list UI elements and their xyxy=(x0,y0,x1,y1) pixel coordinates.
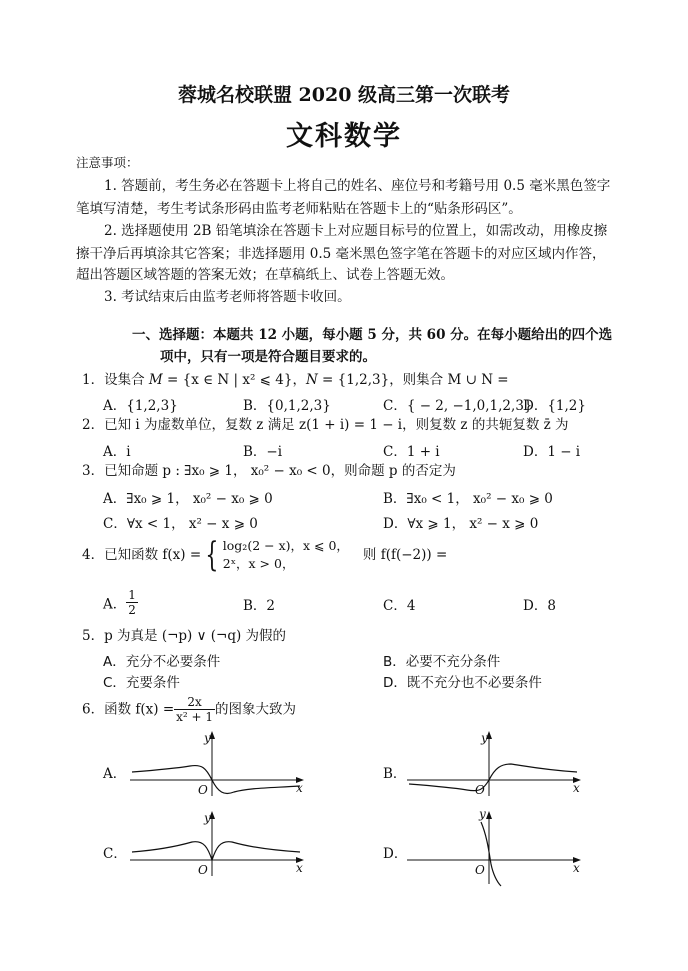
q4-option-b[interactable]: B．2 xyxy=(243,598,276,614)
curve xyxy=(132,842,300,860)
q1-option-c[interactable]: C．{ − 2, −1,0,1,2,3} xyxy=(383,398,533,414)
y-label: y xyxy=(204,811,211,825)
q4-option-a-label: A． xyxy=(103,596,127,613)
q1-option-a[interactable]: A．{1,2,3} xyxy=(103,398,178,414)
q6-stem xyxy=(82,695,296,724)
q2-option-a[interactable]: A．i xyxy=(103,444,131,460)
q1-number: 1． xyxy=(82,372,105,388)
note-2-line-2: 擦干净后再填涂其它答案；非选择题用 0.5 毫米黑色签字笔在答题卡的对应区域内作答， xyxy=(76,246,606,262)
q6-stem-a: 函数 f(x) = xyxy=(104,701,175,718)
q4-option-a-fraction xyxy=(126,588,138,617)
q1-comma: ， xyxy=(292,372,306,388)
q3-stem xyxy=(82,460,456,482)
y-label: y xyxy=(479,808,486,821)
q4-option-a[interactable] xyxy=(103,588,138,617)
note-1-line-1: 1. 答题前，考生务必在答题卡上将自己的姓名、座位号和考籍号用 0.5 毫米黑色签字 xyxy=(104,178,611,194)
q3-option-b[interactable]: B．∃x₀ < 1， x₀² − x₀ ⩾ 0 xyxy=(383,491,553,507)
q2-number: 2． xyxy=(82,417,105,433)
q6-option-b[interactable]: B． xyxy=(383,766,407,782)
q5-option-a[interactable]: A．充分不必要条件 xyxy=(103,654,221,670)
q5-number: 5． xyxy=(82,628,105,644)
y-label: y xyxy=(481,731,488,745)
section-heading-line-1: 一、选择题：本题共 12 小题，每小题 5 分，共 60 分。在每小题给出的四个选 xyxy=(132,327,613,343)
q6-fraction-denominator: x² + 1 xyxy=(176,710,214,724)
q4-stem xyxy=(82,537,447,573)
q1-stem-b: ，则集合 xyxy=(389,372,448,388)
q4-case-1: log₂(2 − x)，x ⩽ 0， xyxy=(222,538,349,553)
q2-stem-text: 已知 i 为虚数单位，复数 z 满足 z(1 + i) = 1 − i，则复数 z 的共轭复数 z̄ 为 xyxy=(104,417,569,433)
curve xyxy=(409,764,577,791)
q3-number: 3． xyxy=(82,463,105,479)
q5-option-b[interactable]: B．必要不充分条件 xyxy=(383,654,501,670)
q4-stem-a: 已知函数 f(x) = xyxy=(104,547,202,563)
x-label: x xyxy=(296,781,303,795)
q1-stem-a: 设集合 xyxy=(104,372,149,388)
q1-option-b[interactable]: B．{0,1,2,3} xyxy=(243,398,331,414)
q1-union: M ∪ N = xyxy=(447,372,509,388)
section-heading-line-2: 项中，只有一项是符合题目要求的。 xyxy=(160,349,376,365)
note-2-line-3: 超出答题区域答题的答案无效；在草稿纸上、试卷上答题无效。 xyxy=(76,267,454,283)
subject-title: 文科数学 xyxy=(286,121,402,152)
q4-fraction-numerator: 1 xyxy=(128,588,136,602)
q6-graph-a[interactable] xyxy=(128,728,308,798)
q6-fraction-numerator: 2x xyxy=(174,695,215,710)
q2-stem xyxy=(82,414,569,436)
q6-number: 6． xyxy=(82,701,105,718)
note-3: 3. 考试结束后由监考老师将答题卡收回。 xyxy=(104,289,351,305)
q3-option-c[interactable]: C．∀x < 1， x² − x ⩾ 0 xyxy=(103,516,258,532)
notes-heading: 注意事项： xyxy=(76,155,139,170)
x-label: x xyxy=(573,781,580,795)
q5-stem xyxy=(82,625,286,647)
y-axis-arrow xyxy=(486,811,492,819)
q1-set-m: = {x ∈ N | x² ⩽ 4} xyxy=(162,372,293,388)
q5-option-c[interactable]: C．充要条件 xyxy=(103,675,180,691)
note-1-line-2: 笔填写清楚，考生考试条形码由监考老师粘贴在答题卡上的“贴条形码区”。 xyxy=(76,201,522,217)
q1-set-m-name: M xyxy=(148,372,163,388)
q2-option-c[interactable]: C．1 + i xyxy=(383,444,440,460)
q3-option-d[interactable]: D．∀x ⩾ 1， x² − x ⩾ 0 xyxy=(383,516,539,532)
q6-option-a[interactable]: A． xyxy=(103,766,127,782)
q4-fraction-denominator: 2 xyxy=(128,603,136,617)
note-2-line-1: 2. 选择题使用 2B 铅笔填涂在答题卡上对应题目标号的位置上，如需改动，用橡皮擦 xyxy=(104,223,608,239)
origin-label: O xyxy=(198,783,208,797)
q6-graph-d[interactable] xyxy=(405,808,585,888)
q4-cases xyxy=(223,537,349,573)
x-label: x xyxy=(573,861,580,875)
origin-label: O xyxy=(475,863,485,877)
x-label: x xyxy=(296,861,303,875)
q6-stem-b: 的图象大致为 xyxy=(215,701,297,718)
q1-set-n-name: N xyxy=(305,372,318,388)
q5-stem-text: p 为真是 (¬p) ∨ (¬q) 为假的 xyxy=(104,628,287,644)
origin-label: O xyxy=(198,863,208,877)
q4-stem-b: 则 f(f(−2)) = xyxy=(362,547,448,563)
q4-number: 4． xyxy=(82,547,105,563)
q4-case-2: 2ˣ，x > 0， xyxy=(222,556,295,571)
q1-stem xyxy=(82,369,509,391)
q2-option-d[interactable]: D．1 − i xyxy=(523,444,581,460)
q3-stem-text: 已知命题 p : ∃x₀ ⩾ 1， x₀² − x₀ < 0，则命题 p 的否定为 xyxy=(104,463,456,479)
q6-fraction xyxy=(174,695,215,724)
q6-graph-c[interactable] xyxy=(128,808,308,878)
origin-label: O xyxy=(475,783,485,797)
y-label: y xyxy=(204,731,211,745)
q4-brace: { xyxy=(205,535,219,575)
q6-graph-b[interactable] xyxy=(405,728,585,798)
q4-option-d[interactable]: D．8 xyxy=(523,598,556,614)
q1-option-d[interactable]: D．{1,2} xyxy=(523,398,586,414)
q2-option-b[interactable]: B．−i xyxy=(243,444,283,460)
exam-title: 蓉城名校联盟 2020 级高三第一次联考 xyxy=(177,84,511,106)
q6-option-c[interactable]: C． xyxy=(103,846,127,862)
q6-option-d[interactable]: D． xyxy=(383,846,408,862)
q1-set-n: = {1,2,3} xyxy=(317,372,390,388)
q3-option-a[interactable]: A．∃x₀ ⩾ 1， x₀² − x₀ ⩾ 0 xyxy=(103,491,273,507)
q4-option-c[interactable]: C．4 xyxy=(383,598,416,614)
q5-option-d[interactable]: D．既不充分也不必要条件 xyxy=(383,675,542,691)
